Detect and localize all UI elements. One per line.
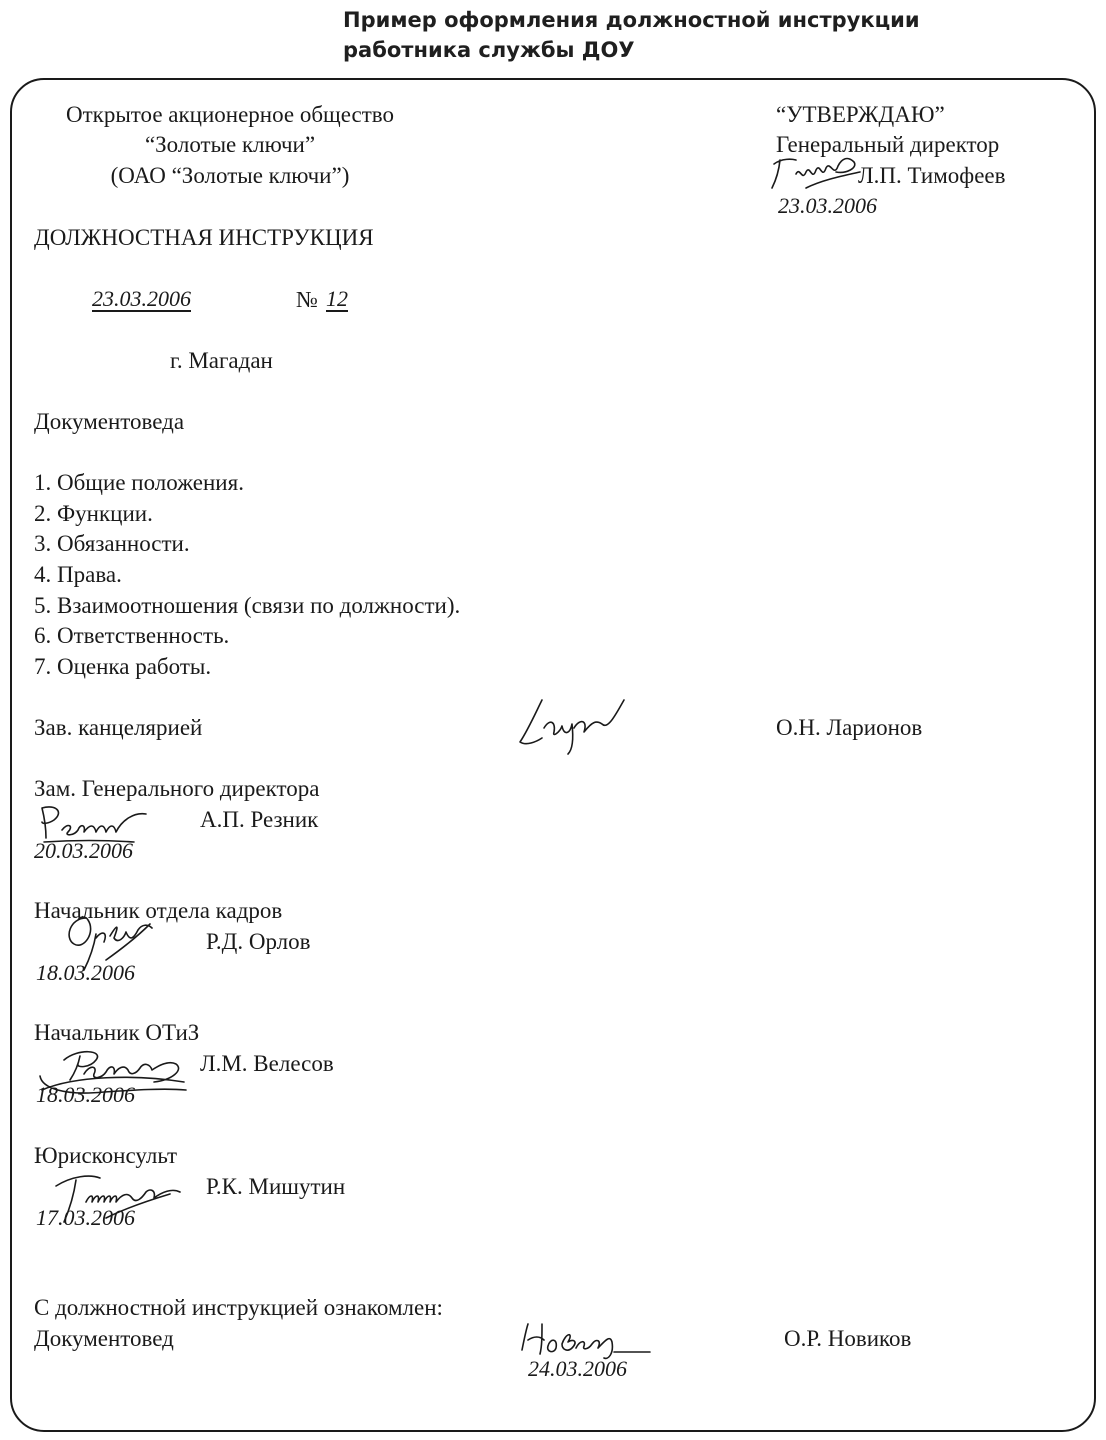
approval-3-date: 18.03.2006 <box>36 1082 135 1107</box>
approval-1-position: Зам. Генерального директора <box>34 776 320 801</box>
author-name: О.Н. Ларионов <box>776 715 923 740</box>
approval-4-position: Юрисконсульт <box>34 1143 178 1168</box>
section-item: 4. Права. <box>34 562 122 587</box>
approval-date: 23.03.2006 <box>778 193 877 218</box>
author-position: Зав. канцелярией <box>34 715 203 740</box>
approval-2-date: 18.03.2006 <box>36 960 135 985</box>
approval-3-signature <box>34 1046 190 1102</box>
approval-4-name: Р.К. Мишутин <box>206 1174 346 1199</box>
acknowledgment-text: С должностной инструкцией ознакомлен: <box>34 1295 443 1320</box>
approval-1-signature <box>34 802 150 848</box>
section-item: 3. Обязанности. <box>34 531 190 556</box>
approval-2-name: Р.Д. Орлов <box>206 929 311 954</box>
approval-1-name: А.П. Резник <box>200 807 319 832</box>
position-title: Документоведа <box>34 409 185 434</box>
document-number-label: № <box>296 287 318 312</box>
organization-name: Открытое акционерное общество <box>66 102 394 127</box>
caption-line-2: работника службы ДОУ <box>343 38 635 62</box>
document-type: ДОЛЖНОСТНАЯ ИНСТРУКЦИЯ <box>34 225 374 250</box>
approval-2-position: Начальник отдела кадров <box>34 898 283 923</box>
section-item: 1. Общие положения. <box>34 470 244 495</box>
document-date: 23.03.2006 <box>92 286 191 311</box>
approval-heading: “УТВЕРЖДАЮ” <box>776 102 945 127</box>
caption-line-1: Пример оформления должностной инструкции <box>343 8 920 32</box>
approval-4-signature <box>46 1168 186 1228</box>
section-item: 2. Функции. <box>34 501 153 526</box>
acknowledgment-date: 24.03.2006 <box>528 1356 627 1381</box>
approval-1-date: 20.03.2006 <box>34 838 133 863</box>
approval-3-position: Начальник ОТиЗ <box>34 1020 200 1045</box>
document-city: г. Магадан <box>170 348 273 373</box>
section-item: 5. Взаимоотношения (связи по должности). <box>34 593 461 618</box>
section-item: 7. Оценка работы. <box>34 654 212 679</box>
approval-3-name: Л.М. Велесов <box>200 1051 334 1076</box>
acknowledgment-position: Документовед <box>34 1326 174 1351</box>
director-signature <box>766 148 866 196</box>
author-signature <box>512 692 632 758</box>
document-number: 12 <box>326 286 348 311</box>
approval-2-signature <box>56 908 156 978</box>
section-item: 6. Ответственность. <box>34 623 230 648</box>
approval-position: Генеральный директор <box>776 132 1000 157</box>
approval-4-date: 17.03.2006 <box>36 1205 135 1230</box>
approval-name: Л.П. Тимофеев <box>858 163 1006 188</box>
organization-abbreviation: (ОАО “Золотые ключи”) <box>110 163 350 188</box>
organization-short-name: “Золотые ключи” <box>144 132 316 157</box>
acknowledgment-name: О.Р. Новиков <box>784 1326 912 1351</box>
